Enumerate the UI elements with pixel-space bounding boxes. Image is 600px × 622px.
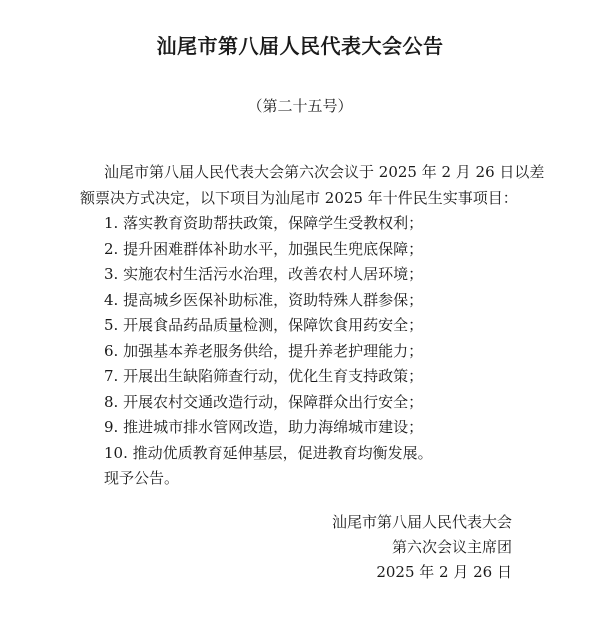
signature-body: 第六次会议主席团 (391, 538, 512, 556)
signature-block (252, 510, 512, 585)
document-body (80, 160, 550, 492)
signature-date: 2025 年 2 月 26 日 (376, 563, 512, 581)
list-item: 9. 推进城市排水管网改造，助力海绵城市建设； (104, 418, 424, 436)
signature-org: 汕尾市第八届人民代表大会 (331, 513, 512, 531)
intro-paragraph: 汕尾市第八届人民代表大会第六次会议于 2025 年 2 月 26 日以差额票决方式决定，以下项目为汕尾市 2025 年十件民生实事项目： (80, 163, 545, 207)
list-item: 5. 开展食品药品质量检测，保障饮食用药安全； (104, 316, 424, 334)
list-item: 3. 实施农村生活污水治理，改善农村人居环境； (104, 265, 424, 283)
list-item: 7. 开展出生缺陷筛查行动，优化生育支持政策； (104, 367, 424, 385)
list-item: 1. 落实教育资助帮扶政策，保障学生受教权利； (104, 214, 424, 232)
document-number: （第二十五号） (247, 97, 353, 115)
project-list (80, 211, 550, 466)
list-item: 4. 提高城乡医保补助标准，资助特殊人群参保； (104, 290, 424, 309)
list-item: 2. 提升困难群体补助水平，加强民生兜底保障； (104, 239, 424, 258)
list-item: 8. 开展农村交通改造行动，保障群众出行安全； (104, 392, 424, 411)
closing-statement: 现予公告。 (104, 469, 180, 487)
list-item: 10. 推动优质教育延伸基层，促进教育均衡发展。 (104, 443, 433, 462)
document-title: 汕尾市第八届人民代表大会公告 (156, 34, 444, 58)
list-item: 6. 加强基本养老服务供给，提升养老护理能力； (104, 341, 424, 360)
